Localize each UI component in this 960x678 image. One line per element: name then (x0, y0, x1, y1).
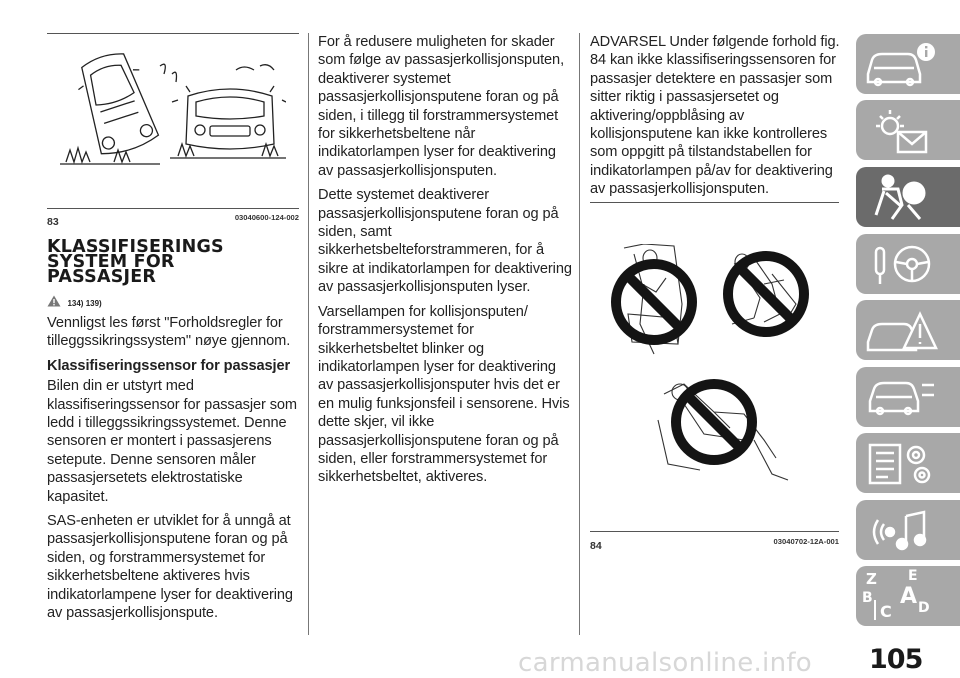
index-letter: E (908, 568, 918, 584)
figure-83-bottom-rule (47, 208, 299, 209)
subheading-sensor: Klassifiseringssensor for passasjer (47, 357, 291, 374)
figure-83-rollover-illustration (60, 46, 286, 168)
watermark: carmanualsonline.info (518, 648, 813, 678)
column-2-text (318, 33, 572, 493)
car-info-icon (862, 38, 942, 90)
index-letter: A (900, 584, 918, 609)
tab-technical-data[interactable] (856, 433, 960, 493)
index-divider (874, 600, 876, 620)
warning-paragraph: ADVARSEL Under følgende forhold fig. 84 kan ikke klassifiseringssensoren for passasjer detektere en passasjer som sitter riktig i passasjersetet og aktivering/oppblåsing av kollisjonsputene kan ikke kontrolleres som oppgitt på tilstandstabellen for indikatorlampen på/av for deaktivering av passasjerkollisjonsputen. (590, 34, 840, 198)
seat-belt-airbag-icon (862, 171, 942, 223)
column-3-text (590, 33, 842, 205)
breakdown-icon (862, 304, 942, 356)
tab-emergency[interactable] (856, 300, 960, 360)
figure-84-bottom-rule (590, 531, 839, 532)
paragraph-sensor-description: Bilen din er utstyrt med klassifiseringssensor for passasjer som ledd i tilleggssikringssystemet. Denne sensoren er montert i passasjerens setepute. Denne sensoren måler passasjersetets elektrostatiske kapasitet. (47, 378, 297, 505)
warning-reference-numbers: 134) 139) (67, 299, 102, 308)
intro-paragraph: Vennligst les først "Forholdsregler for tilleggssikringssystem" nøye gjennom. (47, 315, 291, 350)
column-divider-2 (579, 33, 580, 635)
paragraph-malfunction: Varsellampen for kollisjonsputen/ forstrammersystemet for sikkerhetsbeltet blinker og indikatorlampen lyser for deaktivering av passasjerkollisjonsputer hvis det er en mulig funksjonsfeil i sensorene. Hvis dette skjer, vil ikke passasjerkollisjonsputene foran og på siden, eller forstrammersystemet for sikkerhetsbeltet, aktiveres. (318, 303, 570, 486)
maintenance-icon (862, 371, 942, 423)
figure-84-caption (590, 536, 839, 550)
section-heading-line: SYSTEM FOR (47, 252, 175, 272)
figure-83-number: 83 (47, 216, 59, 228)
tab-starting-driving[interactable] (856, 234, 960, 294)
warning-lights-icon (862, 104, 942, 156)
figure-83-top-rule (47, 33, 299, 34)
index-letter: C (880, 602, 892, 621)
figure-84-incorrect-seating-illustration (604, 244, 824, 492)
tab-car-info[interactable] (856, 34, 960, 94)
index-letter: D (918, 600, 930, 616)
tab-maintenance[interactable] (856, 367, 960, 427)
tab-warning-lights[interactable] (856, 100, 960, 160)
index-letter: Z (866, 570, 877, 588)
warning-triangle-icon (47, 295, 61, 307)
tab-multimedia[interactable] (856, 500, 960, 560)
paragraph-sas-unit: SAS-enheten er utviklet for å unngå at passasjerkollisjonsputene foran og på siden, og forstrammersystemet for sikkerhetsbeltene aktiveres hvis indikatorlampene lyser for deaktivering av passasjerkollisjonspute. (47, 513, 293, 622)
figure-84-code: 03040702-12A-001 (773, 537, 839, 546)
figure-84-number: 84 (590, 540, 602, 552)
section-heading-line: KLASSIFISERINGS (47, 237, 224, 257)
column-1-text (47, 314, 302, 629)
section-heading (47, 237, 297, 287)
page-number: 105 (869, 644, 923, 675)
index-icon (856, 566, 960, 626)
warning-references (47, 293, 102, 307)
index-letter: B (862, 590, 873, 606)
steering-wheel-key-icon (862, 238, 942, 290)
paragraph-deactivation: Dette systemet deaktiverer passasjerkollisjonsputene foran og på siden, samt sikkerhetsbelteforstrammeren, for å sikre at indikatorlampen for deaktivering av passasjerkollisjonsputen lyser. (318, 187, 572, 296)
paragraph-reduce-injury: For å redusere muligheten for skader som følge av passasjerkollisjonsputen, deaktiverer systemet passasjerkollisjonsputene foran og på siden, i tillegg til forstrammersystemet for sikkerhetsbeltene når indikatorlampen lyser for deaktivering av passasjerkollisjonsputen. (318, 34, 565, 179)
figure-83-code: 03040600-124-002 (234, 213, 299, 222)
figure-84-top-rule (590, 202, 839, 203)
figure-83-caption (47, 212, 299, 226)
column-divider-1 (308, 33, 309, 635)
technical-data-icon (862, 437, 942, 489)
multimedia-icon (862, 504, 942, 556)
section-heading-line: PASSASJER (47, 267, 157, 287)
tab-index[interactable] (856, 566, 960, 626)
tab-safety[interactable] (856, 167, 960, 227)
